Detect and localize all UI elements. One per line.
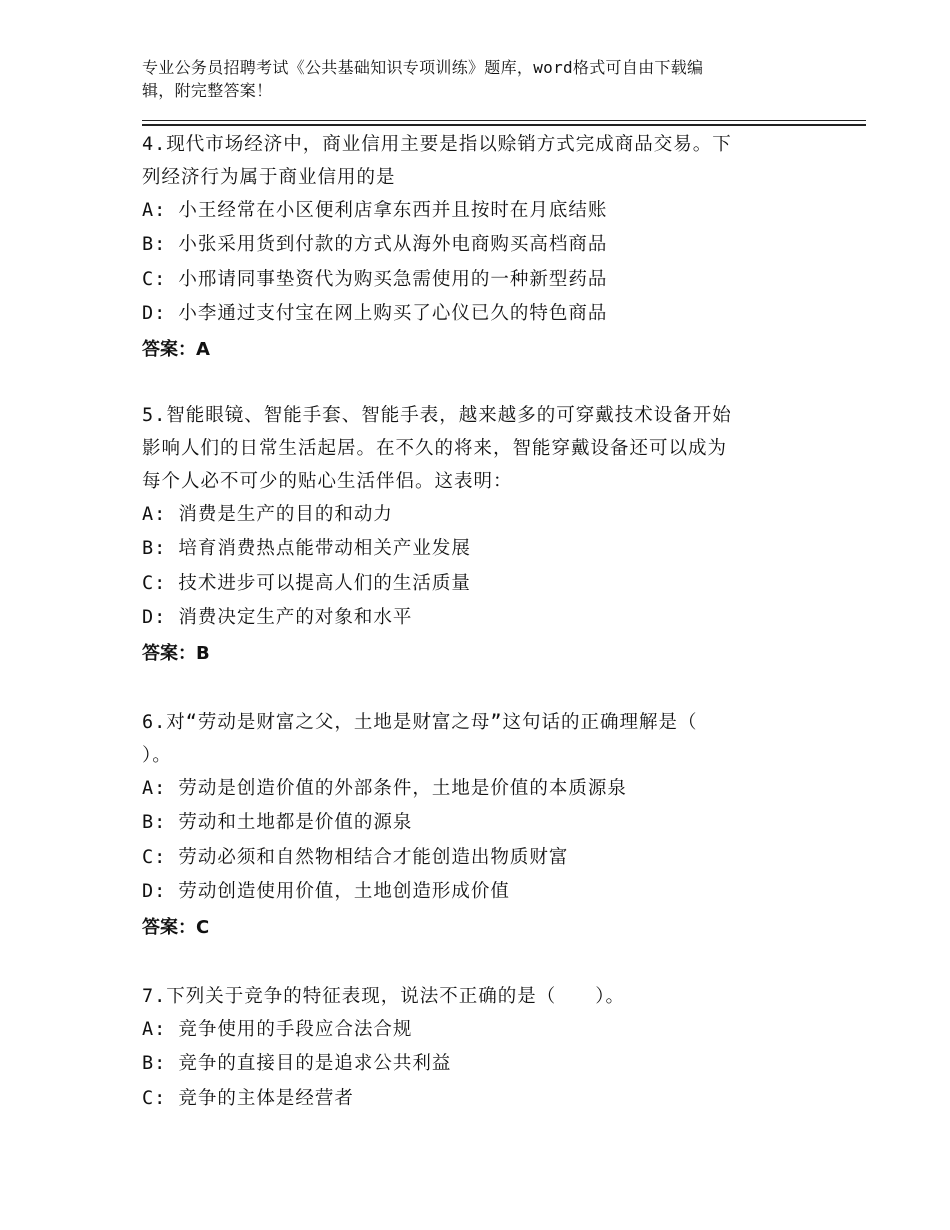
question-text-line: 4.现代市场经济中，商业信用主要是指以赊销方式完成商品交易。下 <box>142 134 732 155</box>
option-a: A: 竞争使用的手段应合法合规 <box>142 1019 413 1040</box>
option-d: D: 小李通过支付宝在网上购买了心仪已久的特色商品 <box>142 302 608 324</box>
option-c: C: 劳动必须和自然物相结合才能创造出物质财富 <box>142 846 569 868</box>
answer-label: 答案：B <box>142 643 210 665</box>
document-header <box>142 56 802 102</box>
question-6 <box>142 706 802 946</box>
header-divider-thick <box>142 124 866 126</box>
question-4 <box>142 128 802 368</box>
option-c: C: 小邢请同事垫资代为购买急需使用的一种新型药品 <box>142 268 608 290</box>
option-b: B: 培育消费热点能带动相关产业发展 <box>142 538 471 560</box>
answer-label: 答案：A <box>142 339 210 361</box>
question-text-line: ）。 <box>142 745 172 766</box>
question-text-line: 5.智能眼镜、智能手套、智能手表，越来越多的可穿戴技术设备开始 <box>142 405 732 426</box>
question-text <box>142 706 802 772</box>
option-c: C: 竞争的主体是经营者 <box>142 1087 354 1109</box>
question-text-line: 6.对“劳动是财富之父，土地是财富之母”这句话的正确理解是（ <box>142 712 698 733</box>
header-divider-thin <box>142 120 866 121</box>
question-text <box>142 128 802 194</box>
question-text-line: 每个人必不可少的贴心生活伴侣。这表明： <box>142 471 513 492</box>
answer-label: 答案：C <box>142 917 210 939</box>
question-text <box>142 980 802 1013</box>
option-a: A: 劳动是创造价值的外部条件，土地是价值的本质源泉 <box>142 778 627 799</box>
question-5 <box>142 399 802 672</box>
option-d: D: 消费决定生产的对象和水平 <box>142 606 413 628</box>
header-line-2: 辑，附完整答案！ <box>142 81 273 100</box>
option-b: B: 小张采用货到付款的方式从海外电商购买高档商品 <box>142 234 608 256</box>
header-line-1: 专业公务员招聘考试《公共基础知识专项训练》题库，word格式可自由下载编 <box>142 58 704 77</box>
option-b: B: 竞争的直接目的是追求公共利益 <box>142 1053 452 1075</box>
question-text-line: 7.下列关于竞争的特征表现，说法不正确的是（ ）。 <box>142 986 626 1007</box>
option-d: D: 劳动创造使用价值，土地创造形成价值 <box>142 880 510 902</box>
question-7 <box>142 980 802 1116</box>
question-text-line: 影响人们的日常生活起居。在不久的将来，智能穿戴设备还可以成为 <box>142 438 728 459</box>
option-c: C: 技术进步可以提高人们的生活质量 <box>142 572 471 594</box>
question-text-line: 列经济行为属于商业信用的是 <box>142 167 396 188</box>
question-text <box>142 399 802 498</box>
option-a: A: 消费是生产的目的和动力 <box>142 504 393 525</box>
option-a: A: 小王经常在小区便利店拿东西并且按时在月底结账 <box>142 200 608 221</box>
option-b: B: 劳动和土地都是价值的源泉 <box>142 812 413 834</box>
